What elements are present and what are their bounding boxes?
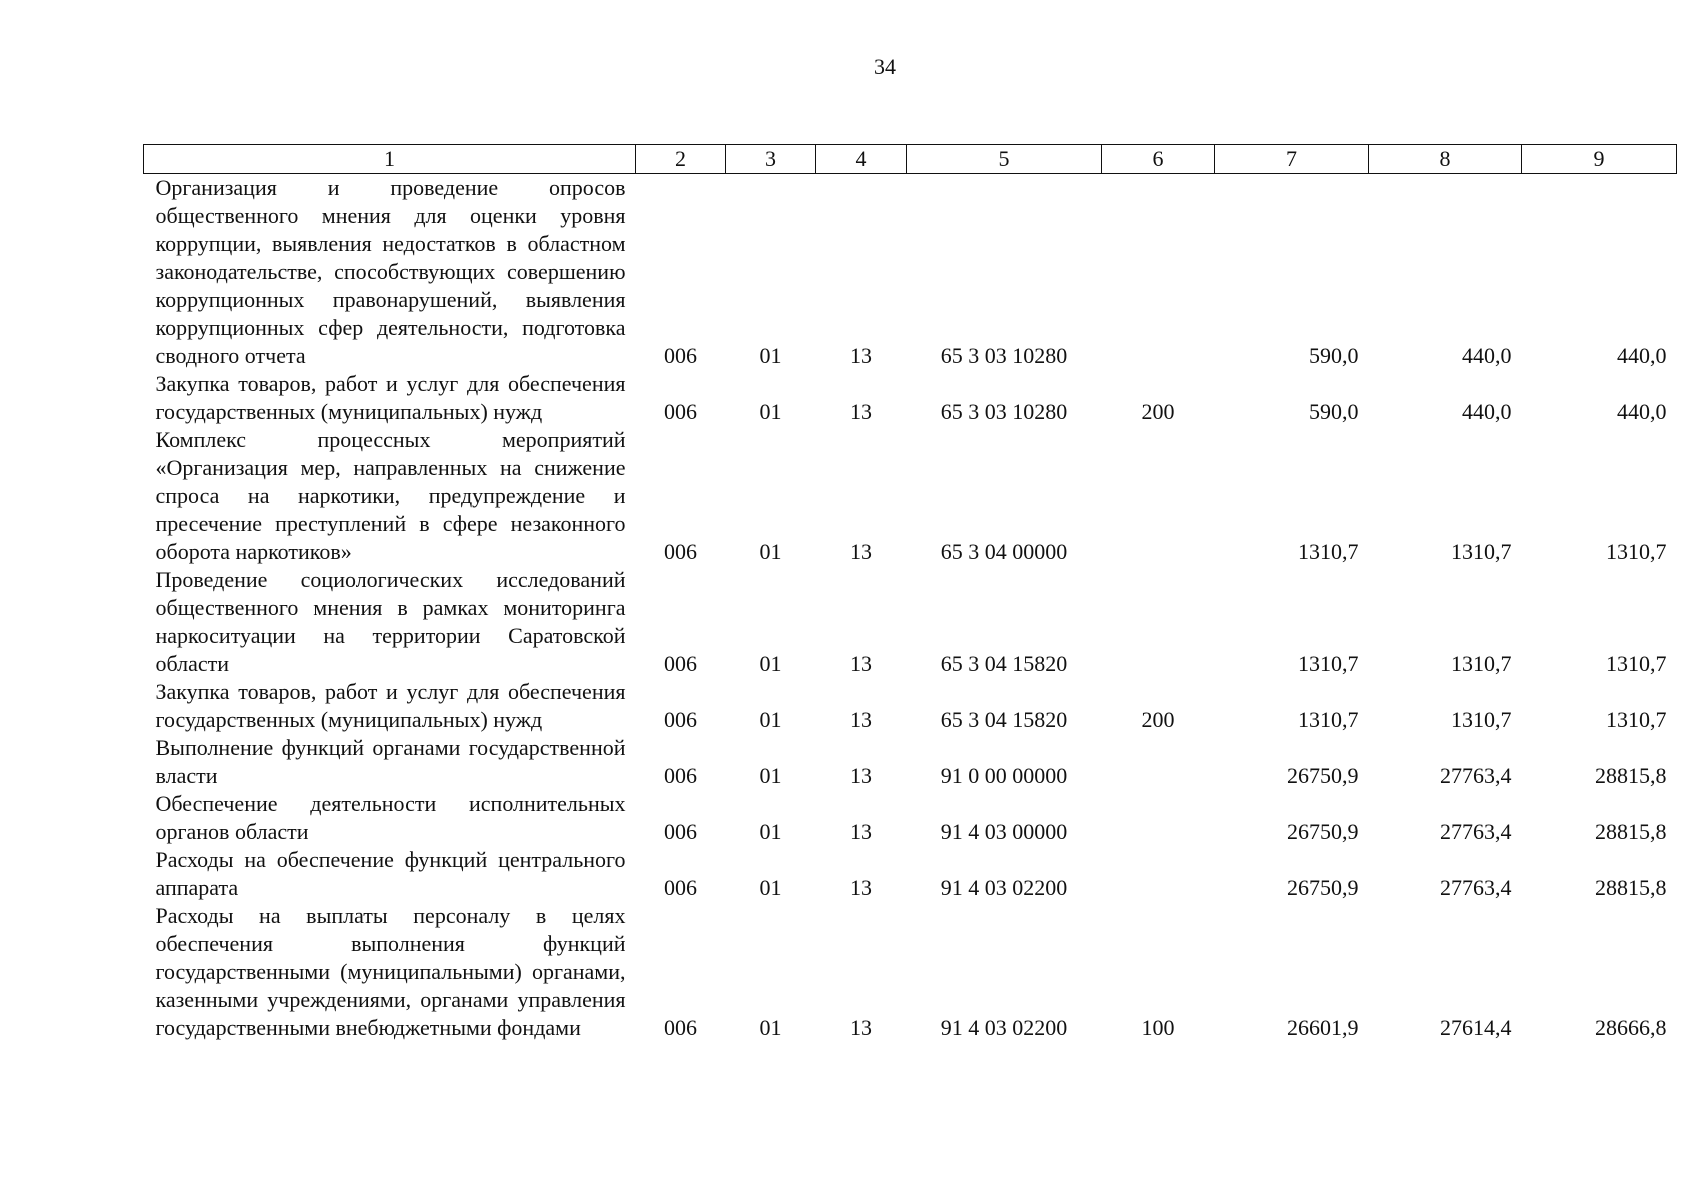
- table-row: [144, 174, 1677, 371]
- cell-amount-8: 27763,4: [1440, 875, 1512, 900]
- cell-section: 01: [759, 399, 782, 424]
- cell-amount-8: 27763,4: [1440, 819, 1512, 844]
- cell-amount-9: 28666,8: [1595, 1015, 1667, 1040]
- cell-amount-7: 26750,9: [1287, 875, 1359, 900]
- cell-amount-8: 440,0: [1462, 343, 1512, 368]
- cell-amount-9: 28815,8: [1595, 819, 1667, 844]
- cell-subsection: 13: [850, 539, 872, 564]
- table-row: [144, 678, 1677, 734]
- cell-amount-8: 440,0: [1462, 399, 1512, 424]
- table-row: [144, 370, 1677, 426]
- cell-section: 01: [759, 875, 782, 900]
- page-number: 34: [874, 54, 896, 79]
- cell-expense-type: [1102, 426, 1215, 566]
- cell-target-article: 65 3 03 10280: [940, 399, 1068, 424]
- cell-ministry: 006: [664, 651, 697, 676]
- budget-table: [143, 144, 1677, 1042]
- cell-amount-9: 28815,8: [1595, 875, 1667, 900]
- cell-target-article: 91 4 03 02200: [940, 875, 1068, 900]
- cell-amount-8: 27763,4: [1440, 763, 1512, 788]
- row-name: Обеспечение деятельности исполнительных органов области: [155, 791, 626, 844]
- row-name: Проведение социологических исследований общественного мнения в рамках мониторинга наркоситуации на территории Саратовской области: [155, 567, 626, 676]
- table-row: [144, 426, 1677, 566]
- cell-expense-type: [1102, 566, 1215, 678]
- cell-target-article: 91 4 03 00000: [940, 819, 1068, 844]
- cell-amount-7: 1310,7: [1298, 651, 1359, 676]
- table-row: [144, 566, 1677, 678]
- cell-subsection: 13: [850, 399, 872, 424]
- cell-expense-type: [1102, 846, 1215, 902]
- cell-ministry: 006: [664, 819, 697, 844]
- cell-section: 01: [759, 707, 782, 732]
- cell-amount-7: 26750,9: [1287, 819, 1359, 844]
- cell-expense-type: 100: [1141, 1015, 1175, 1040]
- cell-section: 01: [759, 819, 782, 844]
- cell-target-article: 65 3 04 15820: [940, 707, 1068, 732]
- cell-amount-9: 1310,7: [1606, 707, 1667, 732]
- column-header-2: 2: [636, 145, 726, 174]
- cell-section: 01: [759, 651, 782, 676]
- cell-target-article: 91 4 03 02200: [940, 1015, 1068, 1040]
- column-header-6: 6: [1102, 145, 1215, 174]
- table-row: [144, 846, 1677, 902]
- cell-amount-8: 1310,7: [1451, 707, 1512, 732]
- cell-section: 01: [759, 1015, 782, 1040]
- cell-amount-8: 1310,7: [1451, 651, 1512, 676]
- cell-target-article: 65 3 03 10280: [940, 343, 1068, 368]
- cell-ministry: 006: [664, 399, 697, 424]
- cell-amount-9: 1310,7: [1606, 539, 1667, 564]
- cell-subsection: 13: [850, 819, 872, 844]
- cell-subsection: 13: [850, 875, 872, 900]
- column-header-8: 8: [1369, 145, 1522, 174]
- cell-ministry: 006: [664, 763, 697, 788]
- cell-amount-7: 26750,9: [1287, 763, 1359, 788]
- cell-expense-type: [1102, 734, 1215, 790]
- row-name: Закупка товаров, работ и услуг для обеспечения государственных (муниципальных) нужд: [155, 371, 626, 424]
- cell-amount-9: 28815,8: [1595, 763, 1667, 788]
- cell-section: 01: [759, 343, 782, 368]
- cell-expense-type: 200: [1141, 707, 1175, 732]
- cell-ministry: 006: [664, 1015, 697, 1040]
- table-header-row: [144, 145, 1677, 174]
- cell-ministry: 006: [664, 875, 697, 900]
- column-header-9: 9: [1522, 145, 1677, 174]
- cell-section: 01: [759, 539, 782, 564]
- row-name: Расходы на выплаты персоналу в целях обеспечения выполнения функций государственными (муниципальными) органами, казенными учреждениями, органами управления государственными внебюджетными фондами: [155, 903, 626, 1040]
- cell-ministry: 006: [664, 343, 697, 368]
- cell-amount-7: 590,0: [1309, 399, 1359, 424]
- cell-amount-9: 440,0: [1617, 399, 1667, 424]
- cell-subsection: 13: [850, 763, 872, 788]
- cell-amount-7: 26601,9: [1287, 1015, 1359, 1040]
- cell-target-article: 91 0 00 00000: [940, 763, 1068, 788]
- cell-amount-8: 1310,7: [1451, 539, 1512, 564]
- cell-expense-type: [1102, 174, 1215, 371]
- cell-target-article: 65 3 04 00000: [940, 539, 1068, 564]
- cell-subsection: 13: [850, 707, 872, 732]
- row-name: Закупка товаров, работ и услуг для обеспечения государственных (муниципальных) нужд: [155, 679, 626, 732]
- column-header-1: 1: [144, 145, 636, 174]
- cell-amount-7: 1310,7: [1298, 539, 1359, 564]
- cell-amount-7: 1310,7: [1298, 707, 1359, 732]
- table-row: [144, 902, 1677, 1042]
- column-header-7: 7: [1215, 145, 1369, 174]
- table-row: [144, 790, 1677, 846]
- cell-subsection: 13: [850, 1015, 872, 1040]
- row-name: Организация и проведение опросов общественного мнения для оценки уровня коррупции, выявления недостатков в областном законодательстве, способствующих совершению коррупционных правонарушений, выявления коррупционных сфер деятельности, подготовка сводного отчета: [155, 175, 626, 368]
- table-row: [144, 734, 1677, 790]
- cell-amount-9: 440,0: [1617, 343, 1667, 368]
- cell-amount-9: 1310,7: [1606, 651, 1667, 676]
- cell-subsection: 13: [850, 343, 872, 368]
- cell-subsection: 13: [850, 651, 872, 676]
- cell-amount-8: 27614,4: [1440, 1015, 1512, 1040]
- cell-expense-type: 200: [1141, 399, 1175, 424]
- cell-expense-type: [1102, 790, 1215, 846]
- column-header-5: 5: [907, 145, 1102, 174]
- column-header-4: 4: [816, 145, 907, 174]
- column-header-3: 3: [726, 145, 816, 174]
- row-name: Выполнение функций органами государственной власти: [155, 735, 626, 788]
- cell-ministry: 006: [664, 539, 697, 564]
- cell-amount-7: 590,0: [1309, 343, 1359, 368]
- cell-target-article: 65 3 04 15820: [940, 651, 1068, 676]
- cell-section: 01: [759, 763, 782, 788]
- row-name: Комплекс процессных мероприятий «Организация мер, направленных на снижение спроса на наркотики, предупреждение и пресечение преступлений в сфере незаконного оборота наркотиков»: [155, 427, 626, 564]
- cell-ministry: 006: [664, 707, 697, 732]
- row-name: Расходы на обеспечение функций центрального аппарата: [155, 847, 626, 900]
